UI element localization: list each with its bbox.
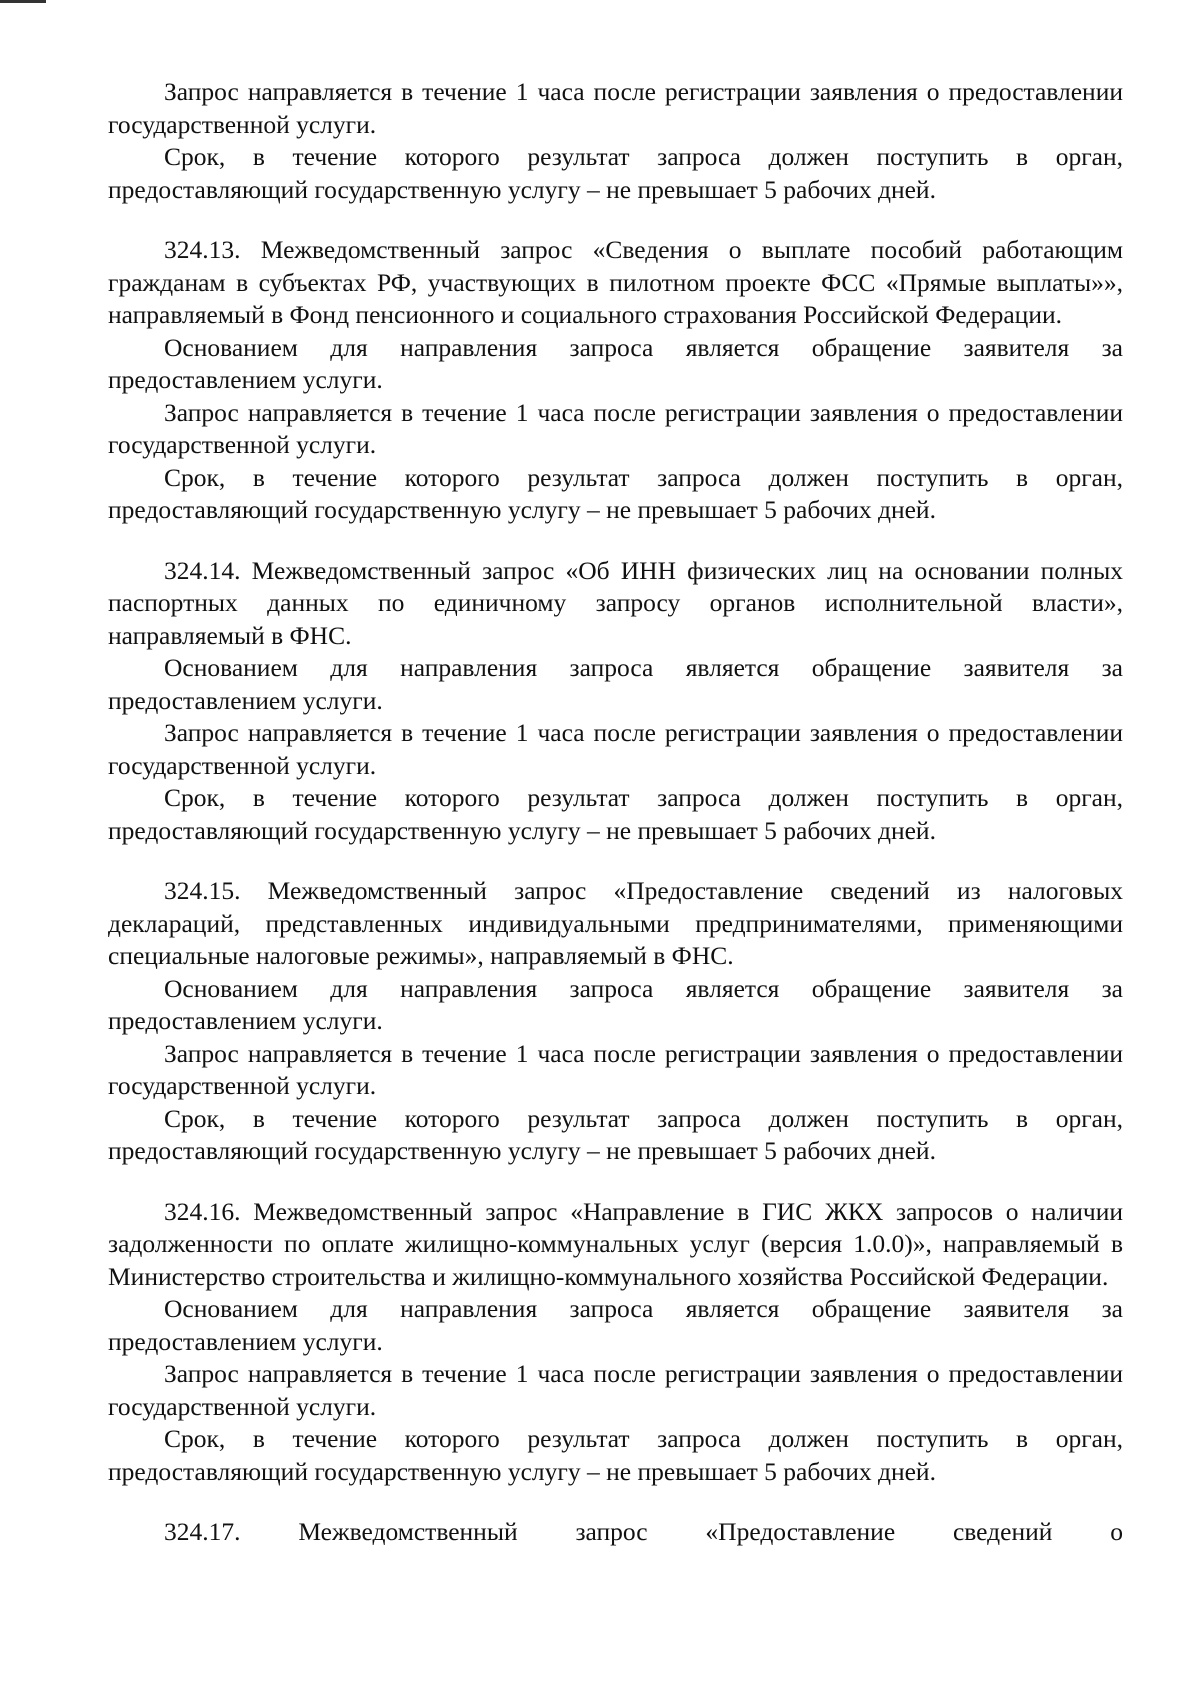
- section-324-13: [108, 234, 1123, 527]
- paragraph-request-timing: Запрос направляется в течение 1 часа после регистрации заявления о предоставлении государственной услуги.: [108, 718, 1123, 780]
- paragraph-response-deadline: Срок, в течение которого результат запроса должен поступить в орган, предоставляющий государственную услугу – не превышает 5 рабочих дней.: [108, 1424, 1123, 1486]
- section-324-16: [108, 1196, 1123, 1489]
- paragraph-request-timing: Запрос направляется в течение 1 часа после регистрации заявления о предоставлении государственной услуги.: [108, 397, 1123, 459]
- section-continuation: [108, 76, 1123, 206]
- paragraph-request-timing: Запрос направляется в течение 1 часа после регистрации заявления о предоставлении государственной услуги.: [108, 77, 1123, 139]
- paragraph-request-title: 324.16. Межведомственный запрос «Направление в ГИС ЖКХ запросов о наличии задолженности по оплате жилищно-коммунальных услуг (версия 1.0.0)», направляемый в Министерство строительства и жилищно-коммунального хозяйства Российской Федерации.: [108, 1196, 1123, 1291]
- section-324-14: [108, 555, 1123, 848]
- scan-corner-mark: [0, 0, 46, 3]
- paragraph-request-basis: Основанием для направления запроса является обращение заявителя за предоставлением услуги.: [108, 653, 1123, 715]
- paragraph-response-deadline: Срок, в течение которого результат запроса должен поступить в орган, предоставляющий государственную услугу – не превышает 5 рабочих дней.: [108, 462, 1123, 524]
- paragraph-request-title: 324.17. Межведомственный запрос «Предоставление сведений о: [164, 1517, 1123, 1546]
- paragraph-request-title: 324.14. Межведомственный запрос «Об ИНН физических лиц на основании полных паспортных данных по единичному запросу органов исполнительной власти», направляемый в ФНС.: [108, 555, 1123, 650]
- paragraph-request-basis: Основанием для направления запроса является обращение заявителя за предоставлением услуги.: [108, 332, 1123, 394]
- paragraph-request-basis: Основанием для направления запроса является обращение заявителя за предоставлением услуги.: [108, 1294, 1123, 1356]
- paragraph-request-timing: Запрос направляется в течение 1 часа после регистрации заявления о предоставлении государственной услуги.: [108, 1359, 1123, 1421]
- document-page: [108, 76, 1123, 1577]
- paragraph-response-deadline: Срок, в течение которого результат запроса должен поступить в орган, предоставляющий государственную услугу – не превышает 5 рабочих дней.: [108, 142, 1123, 204]
- paragraph-request-title: 324.13. Межведомственный запрос «Сведения о выплате пособий работающим гражданам в субъектах РФ, участвующих в пилотном проекте ФСС «Прямые выплаты»», направляемый в Фонд пенсионного и социального страхования Российской Федерации.: [108, 235, 1123, 329]
- section-324-17: [108, 1516, 1123, 1549]
- paragraph-request-timing: Запрос направляется в течение 1 часа после регистрации заявления о предоставлении государственной услуги.: [108, 1038, 1123, 1100]
- paragraph-response-deadline: Срок, в течение которого результат запроса должен поступить в орган, предоставляющий государственную услугу – не превышает 5 рабочих дней.: [108, 1103, 1123, 1165]
- section-324-15: [108, 875, 1123, 1168]
- paragraph-request-title: 324.15. Межведомственный запрос «Предоставление сведений из налоговых деклараций, представленных индивидуальными предпринимателями, применяющими специальные налоговые режимы», направляемый в ФНС.: [108, 876, 1123, 970]
- paragraph-response-deadline: Срок, в течение которого результат запроса должен поступить в орган, предоставляющий государственную услугу – не превышает 5 рабочих дней.: [108, 783, 1123, 845]
- paragraph-request-basis: Основанием для направления запроса является обращение заявителя за предоставлением услуги.: [108, 973, 1123, 1035]
